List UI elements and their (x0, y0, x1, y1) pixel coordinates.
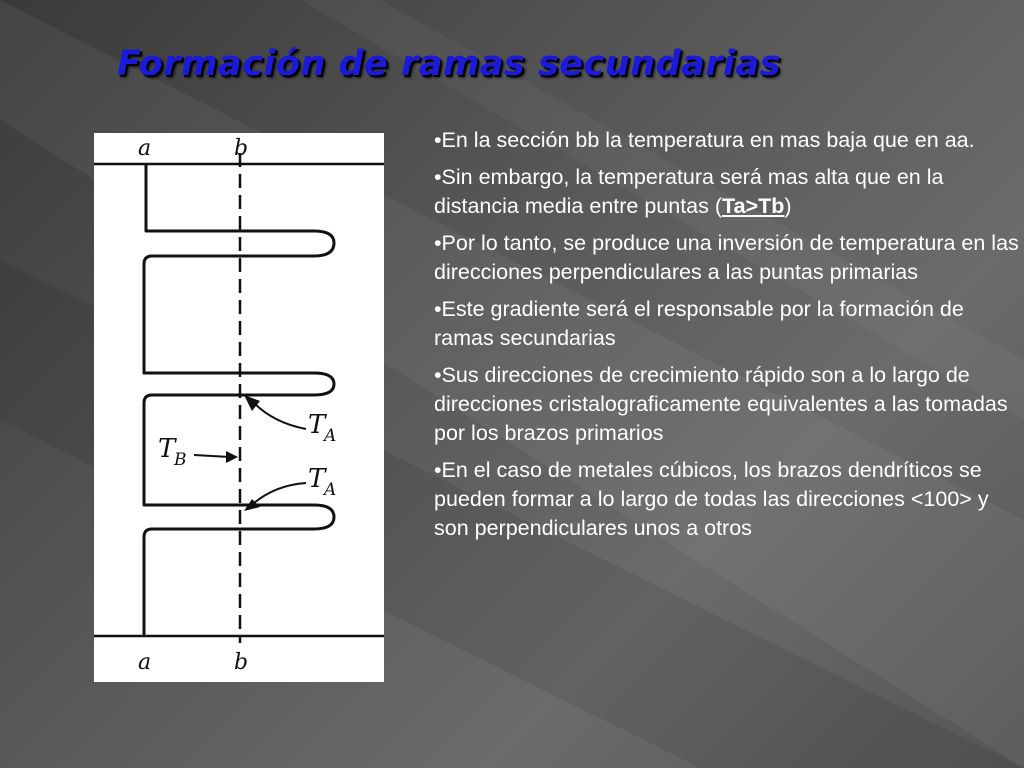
label-ta-lower: T (308, 464, 326, 494)
label-tb-sub: B (174, 450, 187, 470)
dendrite-diagram-svg (94, 133, 384, 682)
label-tb: T (158, 434, 176, 464)
arrowhead-tb (226, 451, 238, 463)
label-b-bottom: b (234, 650, 249, 675)
bullet-4: •Este gradiente será el responsable por la formación de ramas secundarias (434, 297, 964, 350)
label-ta-upper: T (308, 410, 326, 440)
label-a-top: a (138, 136, 152, 161)
arrowhead-ta-upper (244, 395, 260, 411)
dendrite-diagram (94, 133, 384, 682)
bullet-6: •En el caso de metales cúbicos, los brazos dendríticos se pueden formar a lo largo de todas las direcciones <100> y son perpendiculares unos a otros (434, 458, 989, 540)
arrow-tb (194, 455, 230, 457)
bullet-1: •En la sección bb la temperatura en mas baja que en aa. (434, 128, 975, 152)
slide-title: Formación de ramas secundarias (117, 44, 781, 84)
bullet-2-text-after: ) (784, 194, 792, 218)
bullet-list (434, 126, 1019, 551)
label-ta-lower-sub: A (324, 480, 337, 500)
bullet-2 (434, 163, 1019, 221)
label-ta-upper-sub: A (324, 426, 337, 446)
bullet-2-text-before: •Sin embargo, la temperatura será mas alta que en la distancia media entre puntas ( (434, 165, 944, 218)
bullet-5: •Sus direcciones de crecimiento rápido son a lo largo de direcciones cristalograficamente equivalentes a las tomadas por los brazos primarios (434, 363, 1008, 445)
label-b-top: b (234, 136, 249, 161)
bullet-3: •Por lo tanto, se produce una inversión de temperatura en las direcciones perpendiculares a las puntas primarias (434, 231, 1019, 284)
arrow-ta-upper (254, 403, 306, 429)
label-a-bottom: a (138, 650, 152, 675)
arrow-ta-lower (254, 483, 306, 503)
bullet-2-emphasis: Ta>Tb (722, 194, 785, 218)
